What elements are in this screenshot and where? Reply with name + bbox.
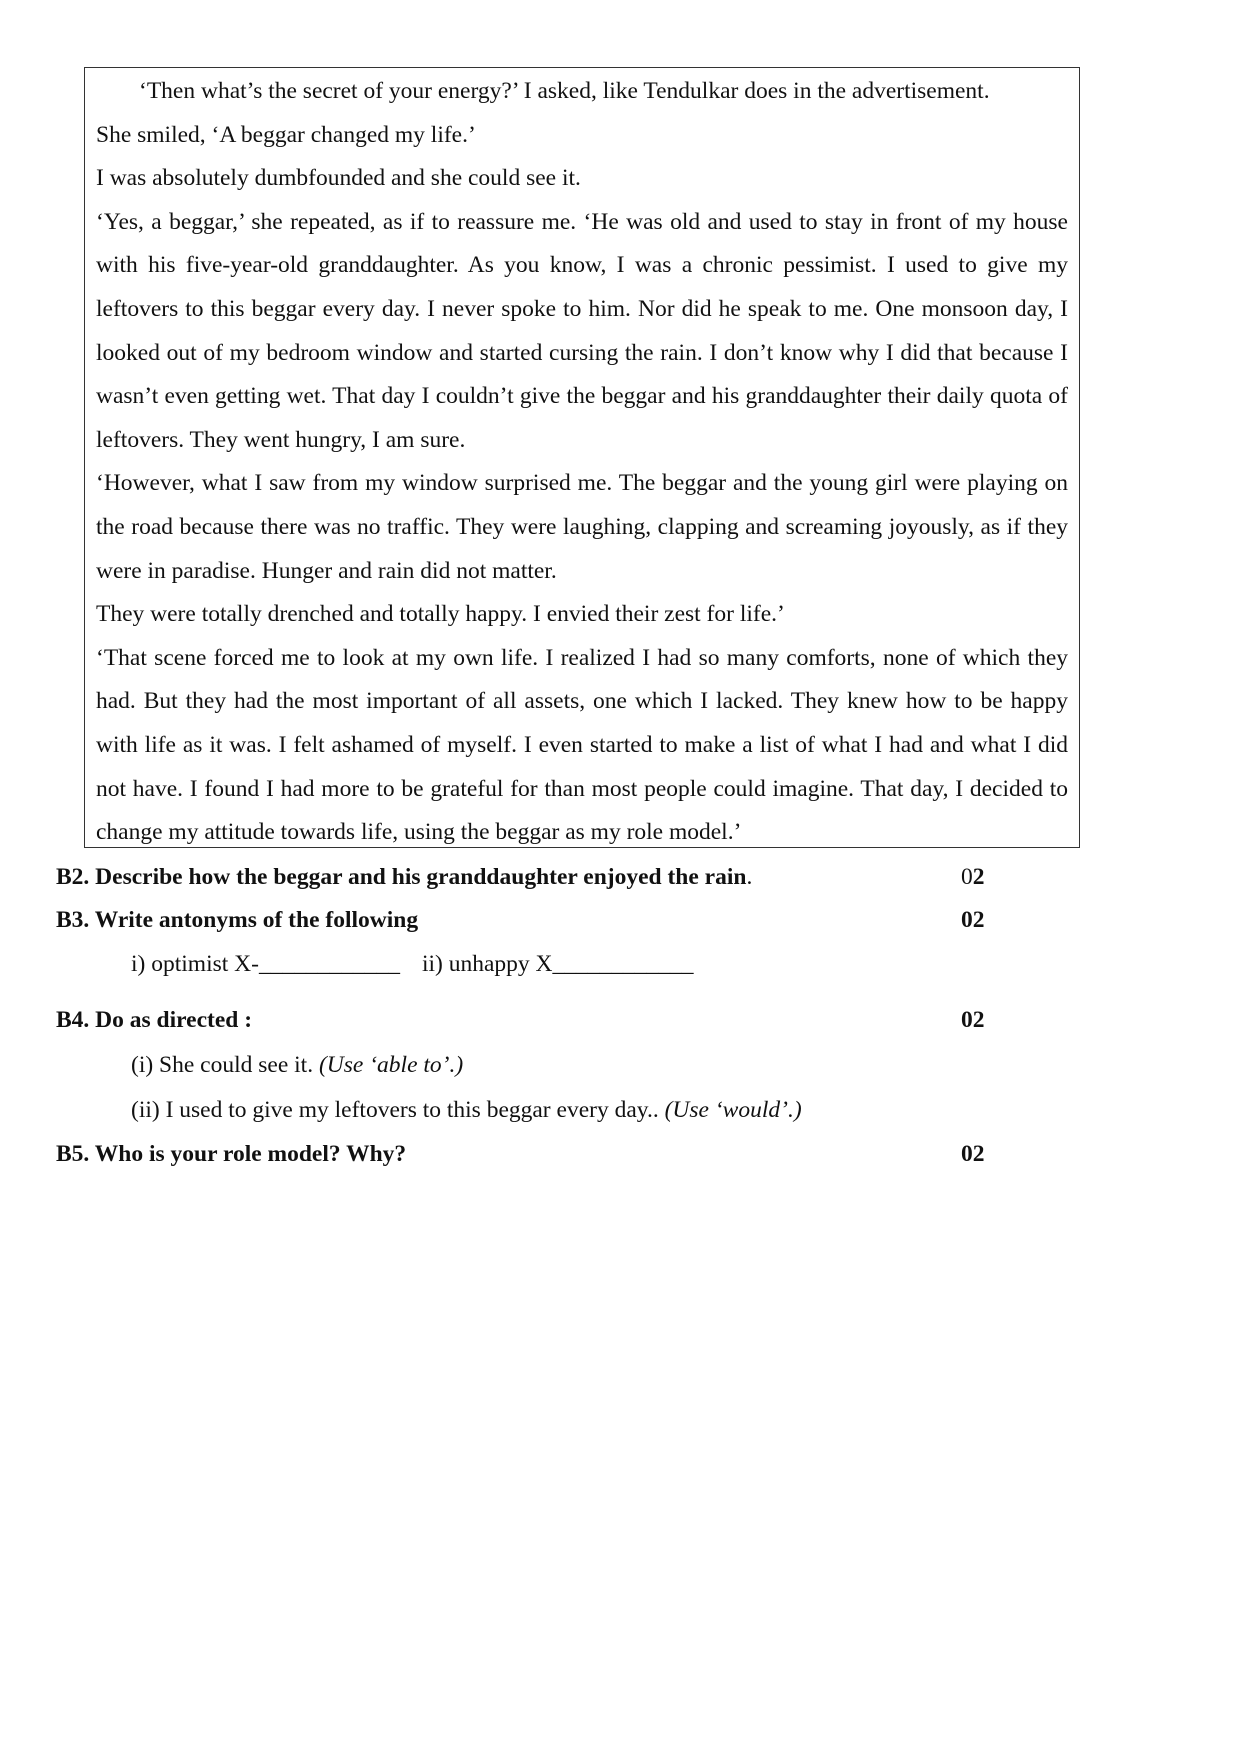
antonym-item-1: i) optimist X-____________ (131, 951, 400, 977)
question-b5 (56, 1139, 996, 1169)
question-b3 (56, 905, 996, 935)
passage-paragraph: ‘That scene forced me to look at my own life. I realized I had so many comforts, none of which they had. But they had the most important of all assets, one which I lacked. They knew how to be happy with life as it was. I felt ashamed of myself. I even started to make a list of what I had and what I did not have. I found I had more to be grateful for than most people could imagine. That day, I decided to change my attitude towards life, using the beggar as my role model.’ (96, 644, 1068, 846)
antonym-item-2: ii) unhappy X____________ (421, 951, 694, 977)
question-b5-text: B5. Who is your role model? Why? (56, 1141, 407, 1167)
question-b5-marks: 02 (961, 1141, 985, 1167)
question-b3-items (131, 949, 694, 979)
question-b2-text: B2. Describe how the beggar and his granddaughter enjoyed the rain. (56, 864, 753, 890)
question-b3-text: B3. Write antonyms of the following (56, 907, 419, 933)
instruction-hint: (Use ‘would’.) (664, 1097, 802, 1123)
passage-paragraph: She smiled, ‘A beggar changed my life.’ (96, 121, 476, 148)
question-b4-item-1: (i) She could see it. (Use ‘able to’.) (131, 1052, 464, 1078)
question-b2-marks: 02 (961, 864, 985, 890)
question-b2 (56, 862, 996, 892)
question-b3-marks: 02 (961, 907, 985, 933)
passage-paragraph: ‘Yes, a beggar,’ she repeated, as if to reassure me. ‘He was old and used to stay in front of my house with his five-year-old granddaughter. As you know, I was a chronic pessimist. I used to give my leftovers to this beggar every day. I never spoke to him. Nor did he speak to me. One monsoon day, I looked out of my bedroom window and started cursing the rain. I don’t know why I did that because I wasn’t even getting wet. That day I couldn’t give the beggar and his granddaughter their daily quota of leftovers. They went hungry, I am sure. (96, 208, 1068, 453)
passage-paragraph: I was absolutely dumbfounded and she could see it. (96, 165, 581, 192)
passage-paragraph: ‘However, what I saw from my window surprised me. The beggar and the young girl were playing on the road because there was no traffic. They were laughing, clapping and screaming joyously, as if they were in paradise. Hunger and rain did not matter. (96, 470, 1068, 584)
passage-paragraph: They were totally drenched and totally happy. I envied their zest for life.’ (96, 601, 785, 628)
reading-passage-box (84, 67, 1080, 848)
question-b4-item-2: (ii) I used to give my leftovers to this beggar every day.. (Use ‘would’.) (131, 1097, 802, 1123)
passage-paragraph: ‘Then what’s the secret of your energy?’ I asked, like Tendulkar does in the advertisement. (139, 78, 990, 104)
question-b4-text: B4. Do as directed : (56, 1007, 253, 1033)
question-b4-marks: 02 (961, 1007, 985, 1033)
question-b4 (56, 1005, 996, 1035)
instruction-hint: (Use ‘able to’.) (318, 1052, 464, 1078)
